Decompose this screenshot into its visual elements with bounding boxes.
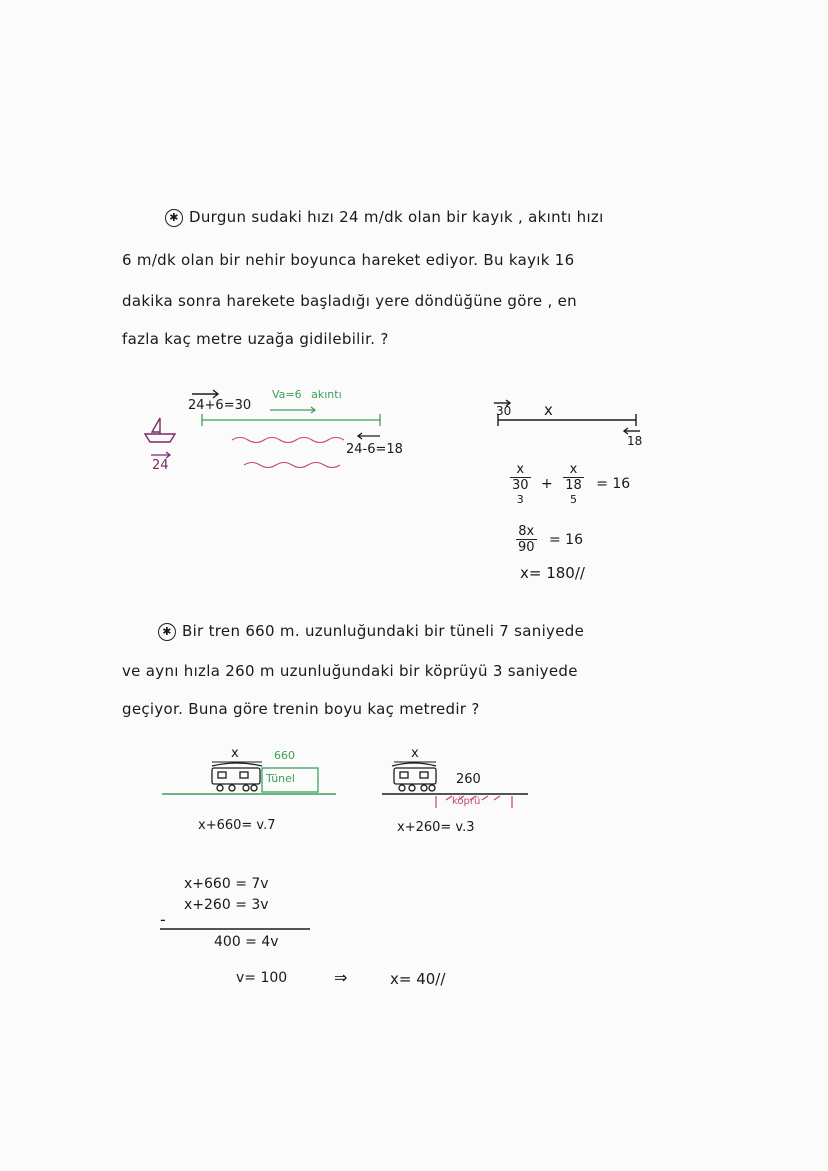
current-speed-label xyxy=(272,388,342,401)
fraction-1-num: x xyxy=(510,462,531,478)
solution-row-3: 400 = 4v xyxy=(214,934,279,950)
problem-2-line-2: ve aynı hızla 260 m uzunluğundaki bir köprüyü 3 saniyede xyxy=(122,662,578,680)
equation-2-rhs: = 16 xyxy=(549,531,583,548)
current-speed-value: Va=6 xyxy=(272,388,302,401)
fraction-3 xyxy=(516,524,537,555)
equation-2 xyxy=(516,524,583,555)
velocity-result: v= 100 xyxy=(236,970,288,986)
fraction-3-den: 90 xyxy=(518,540,535,555)
wave-1 xyxy=(232,438,344,443)
train-1-icon xyxy=(212,763,262,791)
problem-1-line-4: fazla kaç metre uzağa gidilebilir. ? xyxy=(122,330,389,348)
current-name-label: akıntı xyxy=(311,388,342,401)
tunnel-equation: x+660= v.7 xyxy=(198,818,276,833)
problem-2-line-1 xyxy=(158,622,584,641)
wave-2 xyxy=(244,463,340,468)
current-arrow xyxy=(270,407,315,413)
fraction-1-multiplier: 3 xyxy=(516,493,524,506)
river-line xyxy=(202,414,380,426)
plus-sign: + xyxy=(541,476,553,492)
train-2-icon xyxy=(392,763,436,791)
downstream-arrow xyxy=(192,390,218,398)
bridge-label: köprü xyxy=(452,796,481,807)
problem-1-text-1: Durgun sudaki hızı 24 m/dk olan bir kayık , akıntı hızı xyxy=(189,208,604,226)
equation-1 xyxy=(510,462,630,506)
tunnel-label: Tünel xyxy=(266,772,295,785)
star-bullet-icon: ✱ xyxy=(165,209,183,227)
upstream-arrow xyxy=(358,433,380,439)
downstream-speed-label: 24+6=30 xyxy=(188,398,252,413)
fraction-2 xyxy=(563,462,584,506)
problem-1-answer: x= 180// xyxy=(520,564,585,582)
bridge-length-label: 260 xyxy=(456,772,481,787)
fraction-1 xyxy=(510,462,531,506)
fraction-3-num: 8x xyxy=(516,524,537,540)
equation-1-rhs: = 16 xyxy=(596,476,631,492)
fraction-1-den: 30 xyxy=(512,478,529,493)
segment-left-label: 30 xyxy=(496,404,512,418)
fraction-2-num: x xyxy=(563,462,584,478)
segment-right-label: 18 xyxy=(627,434,643,448)
star-bullet-icon: ✱ xyxy=(158,623,176,641)
problem-1-line-3: dakika sonra harekete başladığı yere döndüğüne göre , en xyxy=(122,292,577,310)
problem-2-answer: x= 40// xyxy=(390,970,446,988)
problem-2-line-3: geçiyor. Buna göre trenin boyu kaç metredir ? xyxy=(122,700,480,718)
fraction-2-den: 18 xyxy=(565,478,582,493)
problem-1-line-2: 6 m/dk olan bir nehir boyunca hareket ediyor. Bu kayık 16 xyxy=(122,251,575,269)
minus-sign: - xyxy=(160,910,166,929)
upstream-speed-label: 24-6=18 xyxy=(346,442,403,457)
boat-icon xyxy=(145,418,175,442)
tunnel-length-label: 660 xyxy=(274,749,295,762)
bridge-equation: x+260= v.3 xyxy=(397,820,475,835)
distance-segment xyxy=(494,400,640,434)
implies-arrow-icon: ⇒ xyxy=(334,968,348,987)
solution-row-1: x+660 = 7v xyxy=(184,876,269,892)
segment-mid-label: x xyxy=(544,401,553,419)
solution-row-2: x+260 = 3v xyxy=(184,897,269,913)
fraction-2-multiplier: 5 xyxy=(569,493,577,506)
train-1-length-label: x xyxy=(231,746,239,761)
boat-speed-label: 24 xyxy=(152,458,169,473)
train-2-length-label: x xyxy=(411,746,419,761)
problem-2-text-1: Bir tren 660 m. uzunluğundaki bir tüneli 7 saniyede xyxy=(182,622,585,640)
